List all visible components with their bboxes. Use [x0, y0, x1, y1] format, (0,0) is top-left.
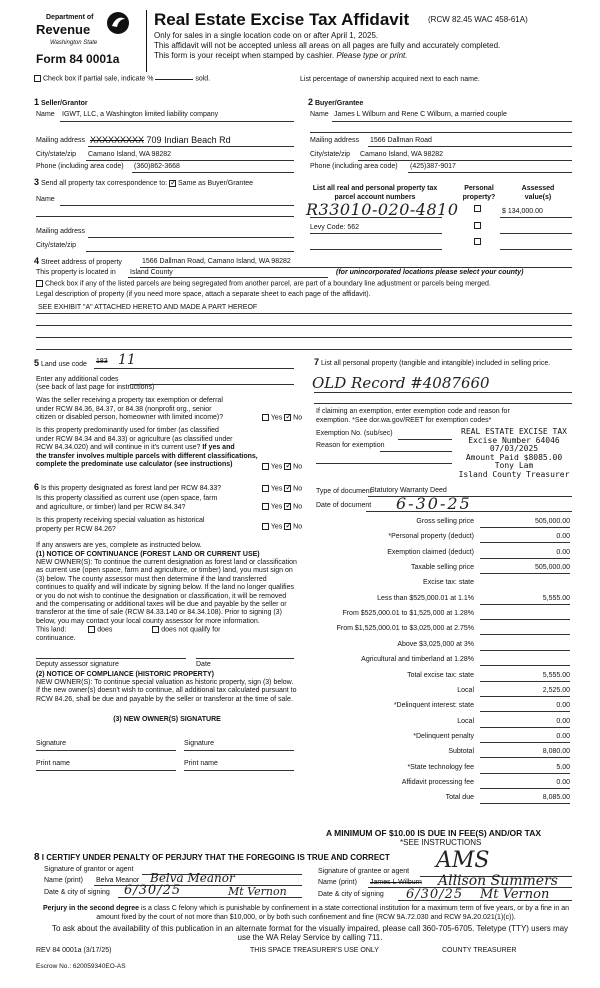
land-use-struck: 183: [96, 358, 108, 365]
seller-name-line: [60, 121, 294, 122]
corr-name-line[interactable]: [60, 205, 294, 206]
calc-value[interactable]: 0.00: [480, 702, 570, 712]
legal-line-2: [36, 325, 572, 326]
corr-mailing-line[interactable]: [88, 237, 294, 238]
buyer-name-line-2: [310, 132, 572, 133]
seller-mailing-struck: XXXXXXXXX: [90, 135, 145, 145]
add-codes-1: Enter any additional codes: [36, 376, 119, 383]
grantor-name-label: Name (print): [44, 877, 83, 884]
q-historic: Is this property receiving special valuation as historical property per RCW 84.26?: [36, 517, 205, 533]
calc-label: Gross selling price: [416, 518, 474, 525]
personal-col-header: Personal property?: [462, 185, 496, 201]
doc-date-label: Date of document: [316, 502, 372, 509]
seller-mailing-new: 709 Indian Beach Rd: [146, 135, 231, 145]
parcel-line-3: [310, 249, 442, 250]
corr-name-label: Name: [36, 196, 55, 203]
doc-type-label: Type of document: [316, 488, 372, 495]
dept-name: Revenue: [36, 22, 91, 37]
partial-sale-row: [34, 75, 210, 82]
partial-sold-label: sold.: [195, 75, 211, 83]
dor-logo-mark: [105, 10, 131, 36]
exemption-no-label: Exemption No. (sub/sec): [316, 430, 393, 437]
q-exemption-answers: Yes ✓ No: [262, 414, 302, 421]
grantor-date-label: Date & city of signing: [44, 889, 110, 896]
buyer-phone-line: [408, 172, 572, 173]
buyer-mailing-line: [368, 146, 572, 147]
notice-compliance-body: NEW OWNER(S): To continue special valuation as historic property, sign (3) below. If the new owner(s) doesn't wish to continue, all additional tax calculated pursuant to RCW 84.26, shall be due and payable by the seller or transferor at the time of sale.: [36, 679, 297, 703]
legal-line-1: [36, 313, 572, 314]
calc-label: From $525,000.01 to $1,525,000 at 1.28%: [342, 610, 474, 617]
buyer-city-label: City/state/zip: [310, 151, 351, 158]
q-timber: Is this property predominantly used for timber (as classified under RCW 84.34 and 84.33) or agriculture (as classified under RCW 84.34.020) and will continue in it's current use? If yes and the transfer involves multiple parcels with different classifications, complete the predominate use calculator (see instructions): [36, 427, 258, 468]
grantee-name-struck: James L Wilburn: [370, 879, 422, 886]
buyer-phone-label: Phone (including area code): [310, 163, 398, 170]
legal-line-4: [36, 349, 572, 350]
calc-value[interactable]: 5,555.00: [480, 672, 570, 682]
q-forest-no[interactable]: [284, 485, 291, 492]
grantee-date-label: Date & city of signing: [318, 891, 384, 898]
calc-value[interactable]: 0.00: [480, 733, 570, 743]
q-current-use: Is this property classified as current use (open space, farm and agriculture, or timber) land per RCW 84.34?: [36, 495, 218, 511]
calc-label: Local: [457, 718, 474, 725]
escrow-number: Escrow No.: 620059340EO-AS: [36, 963, 126, 970]
personal-checkbox-3[interactable]: [474, 238, 481, 245]
calc-value[interactable]: 5.00: [480, 764, 570, 774]
q-exemption: Was the seller receiving a property tax exemption or deferral under RCW 84.36, 84.37, or 84.38 (nonprofit org., senior citizen or disabled person, homeowner with limited income)?: [36, 397, 224, 421]
seller-name-label: Name: [36, 111, 55, 118]
buyer-mailing-label: Mailing address: [310, 137, 360, 144]
parcel-col-header: List all real and personal property tax parcel account numbers: [312, 185, 438, 201]
header-line-3: [154, 51, 407, 60]
dept-top: Department of: [46, 14, 94, 21]
type-or-print-note: Please type or print.: [336, 51, 408, 60]
corr-name-line-2: [36, 216, 294, 217]
partial-sale-checkbox[interactable]: [34, 75, 41, 82]
calc-value[interactable]: 2,525.00: [480, 687, 570, 697]
assessed-line-2: [500, 233, 572, 234]
calc-value[interactable]: 0.00: [480, 533, 570, 543]
q-historic-yes[interactable]: [262, 523, 269, 530]
calc-value[interactable]: 0.00: [480, 549, 570, 559]
calc-value[interactable]: 505,000.00: [480, 518, 570, 528]
notice-continuance-heading: (1) NOTICE OF CONTINUANCE (FOREST LAND OR CURRENT USE): [36, 551, 260, 558]
street-address[interactable]: 1566 Dallman Road, Camano Island, WA 98282: [142, 258, 291, 265]
legal-description[interactable]: SEE EXHIBIT "A" ATTACHED HERETO AND MADE A PART HEREOF: [38, 304, 258, 311]
assessed-value-1[interactable]: $ 134,000.00: [502, 208, 543, 215]
new-owner-sig-heading: (3) NEW OWNER(S) SIGNATURE: [113, 716, 221, 723]
buyer-mailing[interactable]: 1566 Dallman Road: [370, 137, 432, 144]
calc-label: Excise tax: state: [423, 579, 474, 586]
correspondence-row: 3 Send all property tax correspondence to: ✓ Same as Buyer/Grantee: [34, 177, 253, 187]
q-current-use-no[interactable]: [284, 503, 291, 510]
personal-property-value[interactable]: OLD Record #4087660: [312, 374, 490, 392]
buyer-heading: 2 Buyer/Grantee: [308, 97, 364, 107]
county-value[interactable]: Island County: [130, 269, 173, 276]
header-line-1: Only for sales in a single location code on or after April 1, 2025.: [154, 31, 379, 40]
seller-mailing[interactable]: [90, 135, 231, 145]
q-current-use-yes[interactable]: [262, 503, 269, 510]
calc-value[interactable]: [480, 656, 570, 666]
seller-phone[interactable]: (360)862-3668: [134, 163, 180, 170]
calc-label: *Delinquent interest: state: [393, 702, 474, 709]
buyer-name[interactable]: James L Wilburn and Rene C Wilburn, a married couple: [334, 111, 507, 118]
seller-city[interactable]: Camano Island, WA 98282: [88, 151, 172, 158]
land-use-row: 5 Land use code: [34, 358, 87, 368]
personal-property-line-2: [314, 403, 572, 404]
grantee-sig-label: Signature of grantee or agent: [318, 868, 410, 875]
grantor-date[interactable]: 6/30/25: [124, 883, 182, 898]
if-yes-note: If any answers are yes, complete as instructed below.: [36, 542, 202, 549]
exemption-reason-label: Reason for exemption: [316, 442, 385, 449]
county-note: (for unincorporated locations please select your county): [336, 269, 524, 276]
calc-value[interactable]: 0.00: [480, 779, 570, 789]
calc-label: Above $3,025,000 at 3%: [397, 641, 474, 648]
legal-label: Legal description of property (if you need more space, attach a separate sheet to each page of the affidavit).: [36, 291, 371, 298]
rcw-reference: (RCW 82.45 WAC 458-61A): [428, 15, 528, 24]
q-forest-yes[interactable]: [262, 485, 269, 492]
legal-line-3: [36, 337, 572, 338]
owner-print-line-1[interactable]: [36, 770, 176, 771]
calc-value[interactable]: 5,555.00: [480, 595, 570, 605]
grantee-signature: AMS: [436, 848, 490, 873]
seller-mailing-label: Mailing address: [36, 137, 86, 144]
buyer-phone[interactable]: (425)387-9017: [410, 163, 456, 170]
grantee-date-line: [398, 900, 572, 901]
assessed-line-1: [500, 217, 572, 218]
header-line-2: This affidavit will not be accepted unless all areas on all pages are fully and accurately completed.: [154, 41, 501, 50]
grantor-city[interactable]: Mt Vernon: [228, 885, 287, 898]
buyer-city[interactable]: Camano Island, WA 98282: [360, 151, 444, 158]
seller-phone-line: [132, 172, 294, 173]
calc-value[interactable]: 8,085.00: [480, 794, 570, 804]
same-as-buyer-checkbox[interactable]: [169, 180, 176, 187]
dept-state: Washington State: [50, 40, 98, 46]
grantee-date[interactable]: 6/30/25: [406, 887, 464, 902]
assessor-sig-label: Deputy assessor signature: [36, 661, 119, 668]
see-instructions-note: *SEE INSTRUCTIONS: [400, 838, 482, 847]
segregated-checkbox[interactable]: [36, 280, 43, 287]
this-land-row: This land: does does not qualify for: [36, 626, 221, 634]
calc-label: Taxable selling price: [410, 564, 474, 571]
calc-value[interactable]: 505,000.00: [480, 564, 570, 574]
corr-mailing-label: Mailing address: [36, 228, 86, 235]
grantor-name[interactable]: Belva Meanor: [96, 877, 140, 884]
land-does-not-checkbox[interactable]: [152, 626, 159, 633]
alternate-format-note: To ask about the availability of this publication in an alternate format for the visually impaired, please call 360-705-6705. Teletype (TTY) users may use the WA Relay Service by calling 711.: [51, 924, 569, 943]
calc-value[interactable]: [480, 641, 570, 651]
corr-city-line[interactable]: [86, 251, 294, 252]
continuance-label: continuance.: [36, 635, 76, 642]
assessor-date-label: Date: [196, 661, 211, 668]
land-use-code[interactable]: 11: [118, 352, 136, 368]
ownership-note: List percentage of ownership acquired next to each name.: [300, 76, 480, 83]
q-timber-yes[interactable]: [262, 463, 269, 470]
q-timber-no[interactable]: [284, 463, 291, 470]
q-forest-answers: Yes ✓ No: [262, 485, 302, 492]
treasurer-use-label: THIS SPACE TREASURER'S USE ONLY: [250, 947, 379, 954]
personal-checkbox-2[interactable]: [474, 222, 481, 229]
corr-city-label: City/state/zip: [36, 242, 77, 249]
street-row: 4 Street address of property: [34, 256, 122, 266]
calc-label: Total excise tax: state: [407, 672, 474, 679]
q-historic-answers: Yes ✓ No: [262, 523, 302, 530]
calc-label: Exemption claimed (deduct): [387, 549, 474, 556]
owner-sig-line-2[interactable]: [184, 750, 294, 751]
street-line: [140, 267, 572, 268]
seller-city-line: [86, 160, 294, 161]
parcel-line-1: [310, 217, 442, 218]
doc-date-line: [366, 511, 572, 512]
notice-compliance-heading: (2) NOTICE OF COMPLIANCE (HISTORIC PROPERTY): [36, 671, 214, 678]
owner-sig-line-1[interactable]: [36, 750, 176, 751]
calc-label: Agricultural and timberland at 1.28%: [361, 656, 474, 663]
revision-label: REV 84 0001a (3/17/25): [36, 947, 112, 954]
parcel-line-2: [310, 233, 442, 234]
q-historic-no[interactable]: [284, 523, 291, 530]
owner-print-label-1: Print name: [36, 760, 70, 767]
exemption-instructions: If claiming an exemption, enter exemption code and reason for exemption. *See dor.wa.gov/REET for exemption codes*: [316, 408, 510, 424]
q-exemption-no[interactable]: [284, 414, 291, 421]
calc-value[interactable]: 0.00: [480, 718, 570, 728]
grantor-signature: Belva Meanor: [150, 871, 235, 885]
partial-percent-field[interactable]: [155, 79, 193, 80]
segregated-row: Check box if any of the listed parcels are being segregated from another parcel, are part of a boundary line adjustment or parcels being merged.: [36, 280, 491, 287]
calc-label: Less than $525,000.01 at 1.1%: [377, 595, 474, 602]
assessed-line-3: [500, 249, 572, 250]
partial-sale-label: Check box if partial sale, indicate %: [42, 75, 154, 83]
levy-row: Levy Code: 562: [310, 224, 360, 231]
calc-label: *State technology fee: [407, 764, 474, 771]
add-codes-2: (see back of last page for instructions): [36, 384, 155, 391]
calc-value[interactable]: [480, 610, 570, 620]
perjury-note: Perjury in the second degree is a class C felony which is punishable by confinement in a state correctional institution for a maximum term of five years, or by a fine in an amount fixed by the court of not more than $10,000, or by both such confinement and fine (RCW 9A.72.030 and RCW 9A.20.021(1)(c)).: [42, 905, 569, 921]
owner-print-label-2: Print name: [184, 760, 218, 767]
calc-label: Affidavit processing fee: [401, 779, 474, 786]
county-line: [128, 277, 328, 278]
excise-paid-stamp: REAL ESTATE EXCISE TAX Excise Number 64046 07/03/2025 Amount Paid $8085.00 Tony Lam Island County Treasurer: [452, 428, 576, 480]
seller-city-label: City/state/zip: [36, 151, 77, 158]
assessor-sig-line[interactable]: [36, 658, 186, 659]
seller-name[interactable]: IGWT, LLC, a Washington limited liability company: [62, 111, 219, 118]
grantee-name[interactable]: Allison Summers: [438, 873, 558, 889]
doc-type-value[interactable]: Statutory Warranty Deed: [370, 487, 447, 494]
buyer-city-line: [358, 160, 572, 161]
land-use-line: [94, 368, 294, 369]
calc-label: Subtotal: [448, 748, 474, 755]
county-treasurer-label: COUNTY TREASURER: [442, 947, 517, 954]
land-does-checkbox[interactable]: [88, 626, 95, 633]
minimum-fee-note: A MINIMUM OF $10.00 IS DUE IN FEE(S) AND/OR TAX: [326, 828, 542, 838]
q-current-use-answers: Yes ✓ No: [262, 503, 302, 510]
owner-sig-label-2: Signature: [184, 740, 214, 747]
personal-checkbox-1[interactable]: [474, 205, 481, 212]
form-number: Form 84 0001a: [36, 52, 120, 66]
calc-label: Local: [457, 687, 474, 694]
seller-mailing-line: [88, 146, 294, 147]
form-title: Real Estate Excise Tax Affidavit: [154, 10, 410, 29]
parcel-number-1[interactable]: R33010-020-4810: [306, 200, 459, 219]
calc-label: Total due: [445, 794, 474, 801]
q-forest: 6 Is this property designated as forest land per RCW 84.33?: [34, 482, 222, 492]
certify-heading: 8 I CERTIFY UNDER PENALTY OF PERJURY THAT THE FOREGOING IS TRUE AND CORRECT: [34, 852, 390, 863]
assessor-date-line[interactable]: [196, 658, 294, 659]
grantee-city[interactable]: Mt Vernon: [480, 887, 550, 902]
calc-label: *Personal property (deduct): [388, 533, 474, 540]
owner-sig-label-1: Signature: [36, 740, 66, 747]
seller-heading: 1 Seller/Grantor: [34, 97, 88, 107]
header-divider: [146, 10, 147, 72]
calc-value[interactable]: [480, 625, 570, 635]
calc-value[interactable]: 8,080.00: [480, 748, 570, 758]
personal-property-line-1: [314, 392, 572, 393]
levy-code[interactable]: 562: [347, 224, 360, 231]
q-timber-answers: Yes ✓ No: [262, 463, 302, 470]
q-exemption-yes[interactable]: [262, 414, 269, 421]
buyer-name-line: [332, 121, 572, 122]
add-codes-line[interactable]: [130, 384, 294, 385]
receipt-note: This form is your receipt when stamped by cashier.: [154, 51, 335, 60]
assessed-col-header: Assessed value(s): [521, 185, 555, 201]
grantor-sig-label: Signature of grantor or agent: [44, 866, 134, 873]
owner-print-line-2[interactable]: [184, 770, 294, 771]
county-label: This property is located in: [36, 269, 116, 276]
calc-label: *Delinquent penalty: [413, 733, 474, 740]
notice-continuance-body: NEW OWNER(S): To continue the current designation as forest land or classification as current use (open space, farm and agriculture, or timber) land, you must sign on (3) below. The county assessor must then determine if the land transferred continues to qualify and will indicate by signing below. If the land no longer qualifies or you do not wish to continue the designation or classification, it will be removed and the compensating or additional taxes will be due and payable by the seller or transferor at the time of sale (RCW 84.33.140 or 84.34.108). Prior to signing (3) below, you may contact your local county assessor for more information.: [36, 559, 297, 625]
calc-label: From $1,525,000.01 to $3,025,000 at 2.75%: [336, 625, 474, 632]
personal-property-label: 7 List all personal property (tangible and intangible) included in selling price.: [314, 357, 551, 367]
seller-phone-label: Phone (including area code): [36, 163, 124, 170]
grantor-date-line: [118, 897, 302, 898]
doc-date-value[interactable]: 6-30-25: [396, 494, 472, 513]
buyer-name-label: Name: [310, 111, 329, 118]
grantee-name-label: Name (print): [318, 879, 357, 886]
